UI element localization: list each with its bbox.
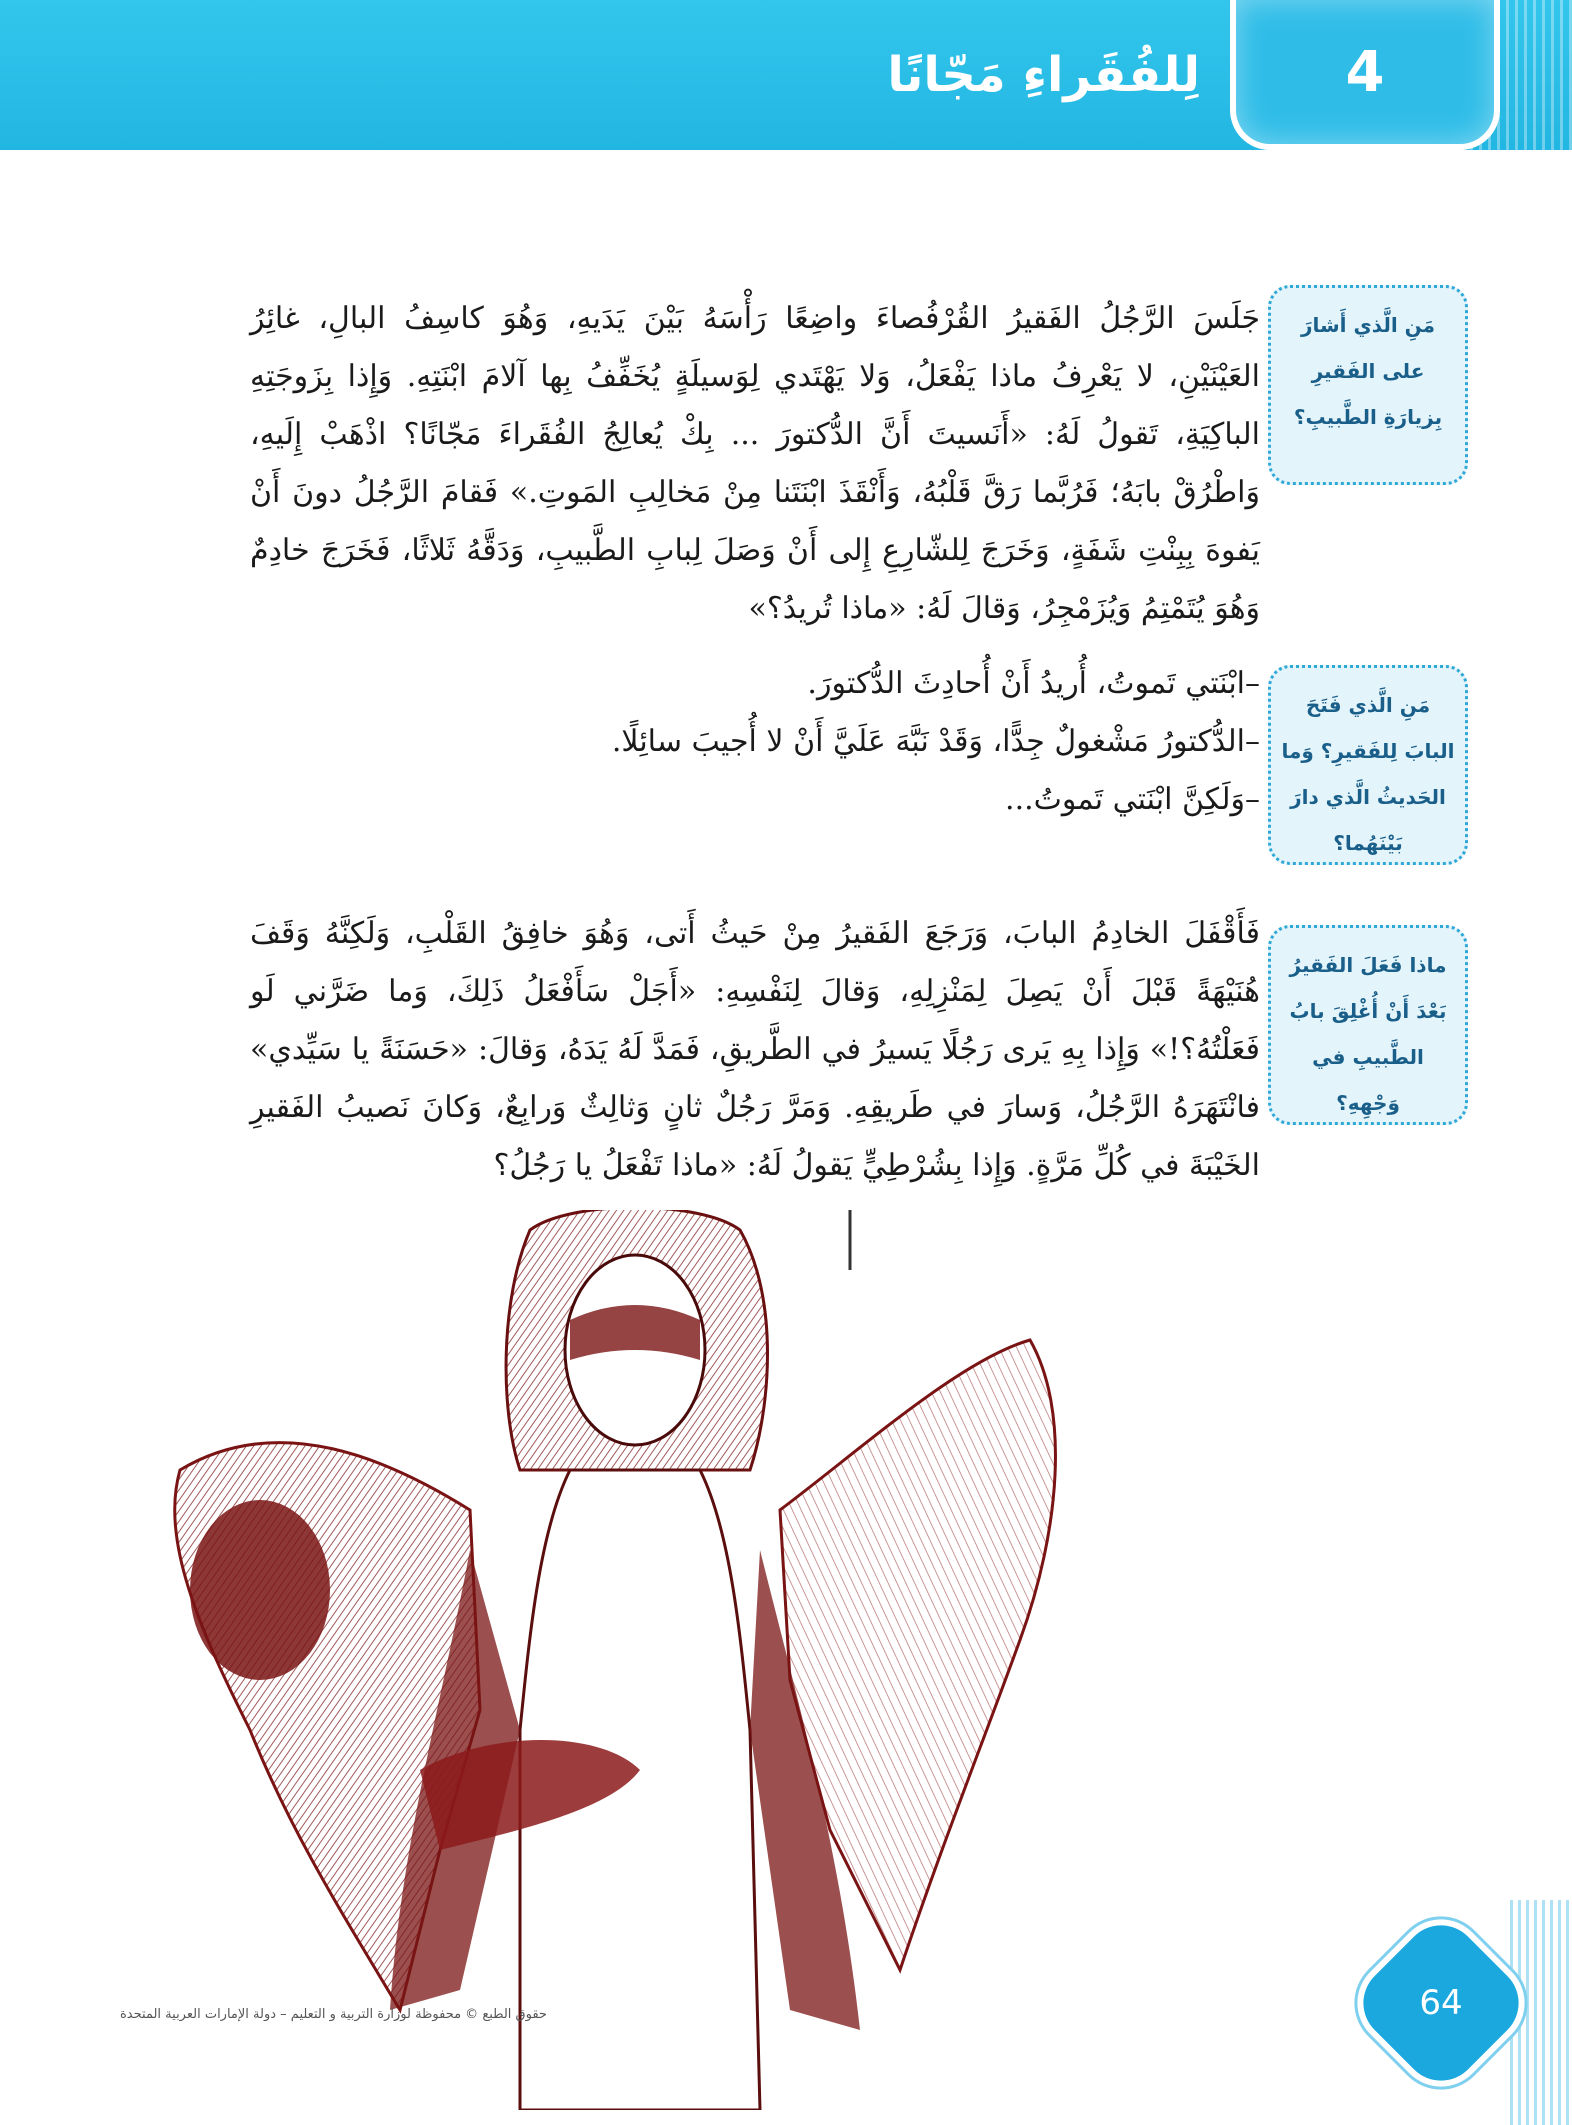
dialogue-line: –الدُّكتورُ مَشْغولٌ جِدًّا، وَقَدْ نَبَّهَ عَلَيَّ أَنْ لا أُجيبَ سائِلًا. [611,724,1260,759]
chapter-title: لِلفُقَراءِ مَجّانًا [887,47,1200,103]
question-box-2: مَنِ الَّذي فَتَحَ البابَ لِلفَقيرِ؟ وَما الحَديثُ الَّذي دارَ بَيْنَهُما؟ [1268,665,1468,865]
illustration-sketch [140,1210,1140,2110]
question-box-1: مَنِ الَّذي أَشارَ على الفَقيرِ بِزيارَةِ الطَّبيبِ؟ [1268,285,1468,485]
chapter-tab [1230,0,1500,150]
page-edge-decoration [1510,1900,1572,2125]
paragraph-text: جَلَسَ الرَّجُلُ الفَقيرُ القُرْفُصاءَ واضِعًا رَأْسَهُ بَيْنَ يَدَيهِ، وَهُوَ كاسِفُ البالِ، غائِرُ العَيْنَيْنِ، لا يَعْرِفُ ماذا يَفْعَلُ، وَلا يَهْتَدي لِوَسيلَةٍ يُخَفِّفُ بِها آلامَ ابْنَتِهِ. وَإِذا بِزَوجَتِهِ الباكِيَةِ، تَقولُ لَهُ: «أَنَسيتَ أَنَّ الدُّكتورَ ... بِكْ يُعالِجُ الفُقَراءَ مَجّانًا؟ اذْهَبْ إِلَيهِ، وَاطْرُقْ بابَهُ؛ فَرُبَّما رَقَّ قَلْبُهُ، وَأَنْقَذَ ابْنَتَنا مِنْ مَخالِبِ المَوتِ.» فَقامَ الرَّجُلُ دونَ أَنْ يَفوهَ بِبِنْتِ شَفَةٍ، وَخَرَجَ لِلشّارِعِ إِلى أَنْ وَصَلَ لِبابِ الطَّبيبِ، وَدَقَّهُ ثَلاثًا، فَخَرَجَ خادِمٌ وَهُوَ يُتَمْتِمُ وَيُزَمْجِرُ، وَقالَ لَهُ: «ماذا تُريدُ؟» [250,301,1260,626]
dialogue-line: –ابْنَتي تَموتُ، أُريدُ أَنْ أُحادِثَ الدُّكتورَ. [807,666,1260,701]
story-paragraph-2 [250,905,1260,1195]
question-box-3: ماذا فَعَلَ الفَقيرُ بَعْدَ أَنْ أُغْلِقَ بابُ الطَّبيبِ في وَجْهِهِ؟ [1268,925,1468,1125]
page-number: 64 [1419,1983,1463,2023]
dialogue-block [250,655,1260,829]
copyright-notice: حقوق الطبع © محفوظة لوزارة التربية و التعليم – دولة الإمارات العربية المتحدة [120,2007,547,2022]
dialogue-line: –وَلَكِنَّ ابْنَتي تَموتُ... [1005,782,1260,817]
paragraph-text: فَأَقْفَلَ الخادِمُ البابَ، وَرَجَعَ الفَقيرُ مِنْ حَيثُ أَتى، وَهُوَ خافِقُ القَلْبِ، وَلَكِنَّهُ وَقَفَ هُنَيْهَةً قَبْلَ أَنْ يَصِلَ لِمَنْزِلِهِ، وَقالَ لِنَفْسِهِ: «أَجَلْ سَأَفْعَلُ ذَلِكَ، وَما ضَرَّني لَو فَعَلْتُهُ؟!» وَإِذا بِهِ يَرى رَجُلًا يَسيرُ في الطَّريقِ، فَمَدَّ لَهُ يَدَهُ، وَقالَ: «حَسَنَةً يا سَيِّدي» فانْتَهَرَهُ الرَّجُلُ، وَسارَ في طَريقِهِ. وَمَرَّ رَجُلٌ ثانٍ وَثالِثٌ وَرابِعٌ، وَكانَ نَصيبُ الفَقيرِ الخَيْبَةَ في كُلِّ مَرَّةٍ. وَإِذا بِشُرْطِيٍّ يَقولُ لَهُ: «ماذا تَفْعَلُ يا رَجُلُ؟ [250,916,1261,1183]
story-paragraph-1 [250,290,1260,638]
chapter-number: 4 [1345,39,1385,105]
